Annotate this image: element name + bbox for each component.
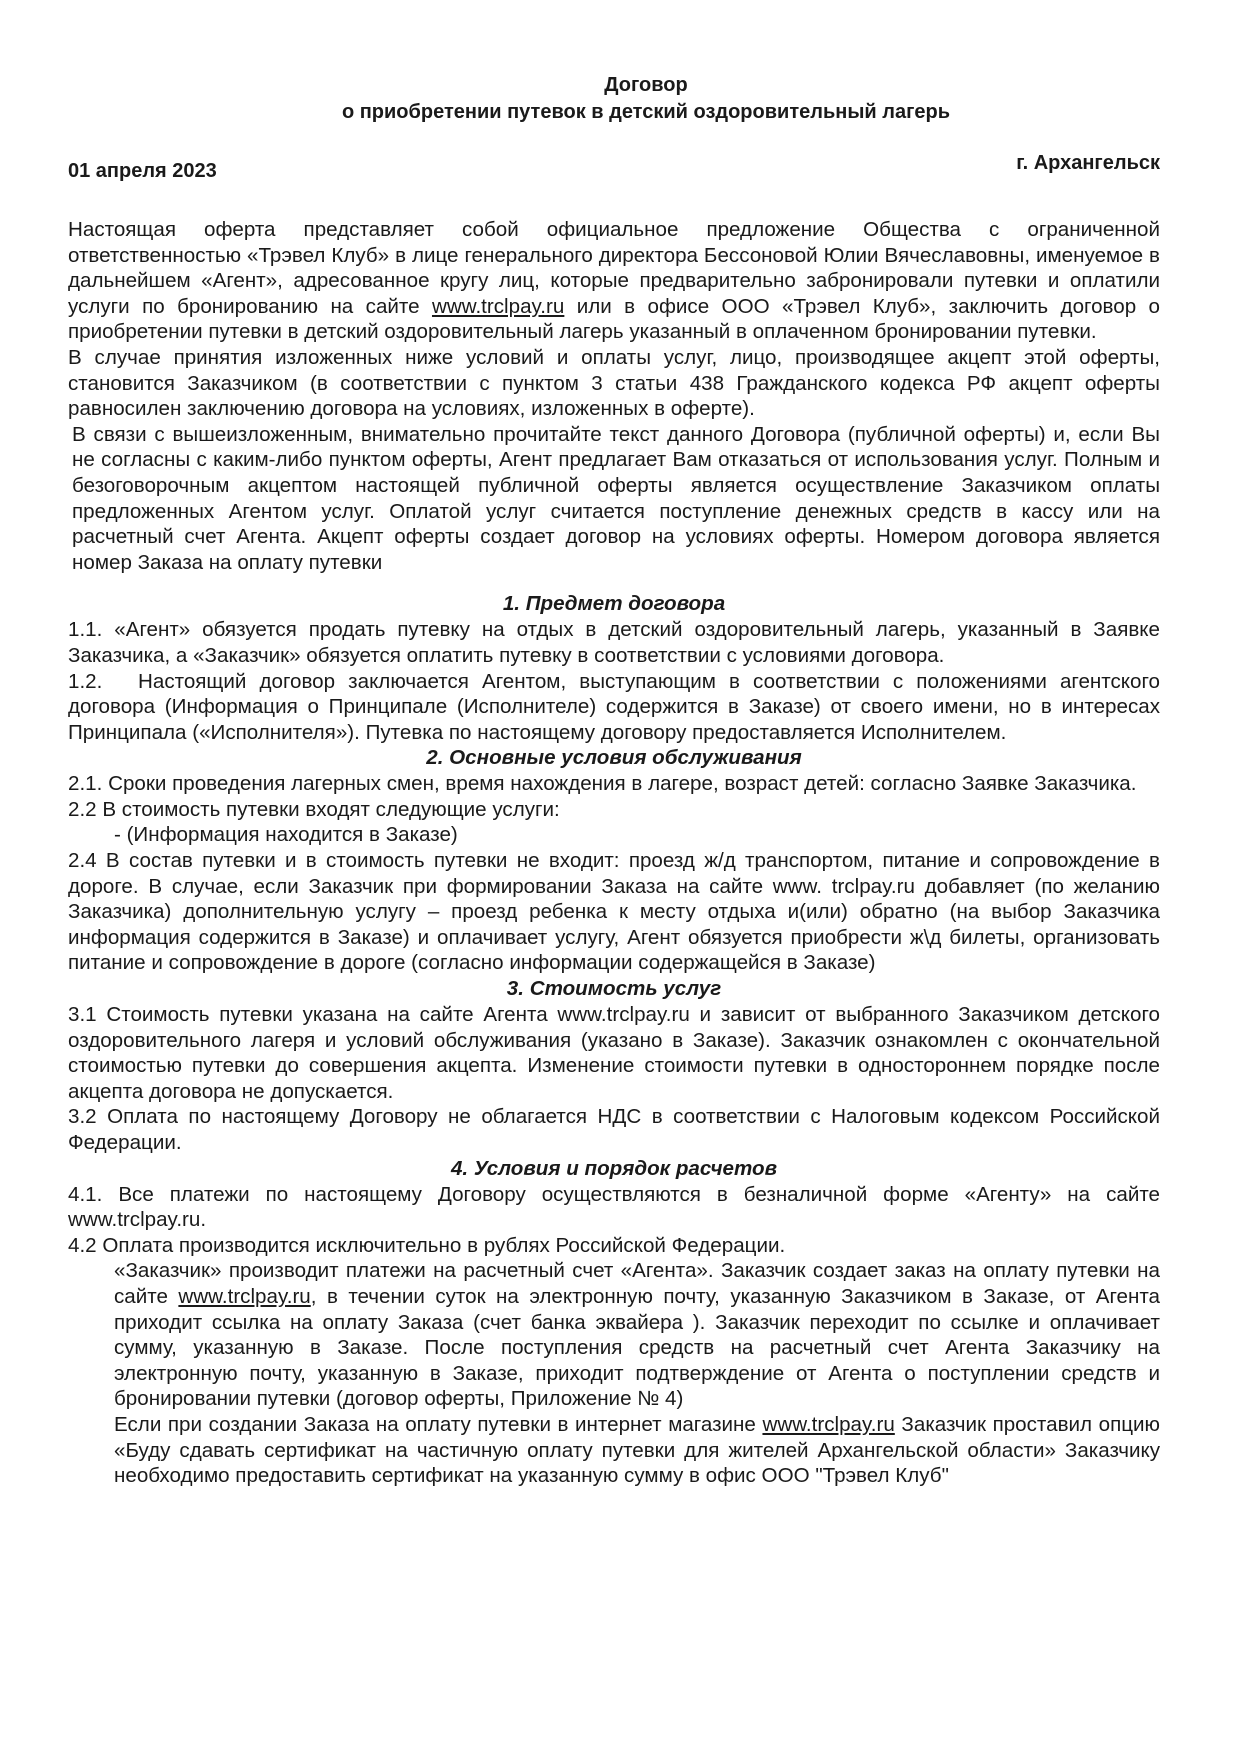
section-1-paragraph-2: 1.2. Настоящий договор заключается Агентом, выступающим в соответствии с положениями агентского договора (Информация о Принципале (Исполнителе) содержится в Заказе) от своего имени, но в интересах Принципала («Исполнителя»). Путевка по настоящему договору предоставляется Исполнителем.: [68, 669, 1160, 744]
section-1-paragraph-1: 1.1. «Агент» обязуется продать путевку на отдых в детский оздоровительный лагерь, указанный в Заявке Заказчика, а «Заказчик» обязуется оплатить путевку в соответствии с условиями договора.: [68, 618, 1160, 667]
section-2-paragraph-1: 2.1. Сроки проведения лагерных смен, время нахождения в лагере, возраст детей: согласно Заявке Заказчика.: [68, 772, 1137, 796]
section-4-paragraph-2: 4.2 Оплата производится исключительно в рублях Российской Федерации.: [68, 1233, 786, 1257]
intro-section: [68, 217, 1160, 575]
section-3-paragraph-1: 3.1 Стоимость путевки указана на сайте Агента www.trclpay.ru и зависит от выбранного Заказчиком детского оздоровительного лагеря и условий обслуживания (указано в Заказе). Заказчик ознакомлен с окончательной стоимостью путевки до совершения акцепта. Изменение стоимости путевки в одностороннем порядке после акцепта договора не допускается.: [68, 1003, 1160, 1103]
site-link[interactable]: www.trclpay.ru: [178, 1284, 311, 1308]
document-title: [132, 72, 1160, 126]
intro-paragraph-1: Настоящая оферта представляет собой официальное предложение Общества с ограниченной ответственностью «Трэвел Клуб» в лице генерального директора Бессоновой Юлии Вячеславовны, именуемое в дальнейшем «Агент», адресованное кругу лиц, которые предварительно забронировали путевки и оплатили услуги по бронированию на сайте www.trclpay.ru или в офисе ООО «Трэвел Клуб», заключить договор о приобретении путевки в детский оздоровительный лагерь указанный в оплаченном бронировании путевки.: [68, 218, 1160, 344]
section-4-paragraph-1: 4.1. Все платежи по настоящему Договору осуществляются в безналичной форме «Агенту» на сайте www.trclpay.ru.: [68, 1182, 1160, 1232]
section-2-heading: 2. Основные условия обслуживания: [426, 746, 802, 770]
section-4-heading: 4. Условия и порядок расчетов: [450, 1156, 778, 1180]
section-2-paragraph-2: 2.2 В стоимость путевки входят следующие услуги:: [68, 797, 560, 821]
title-line-1: Договор: [604, 74, 688, 96]
site-link[interactable]: www.trclpay.ru: [431, 294, 565, 318]
section-2-list-item: - (Информация находится в Заказе): [114, 823, 458, 847]
section-3-heading: 3. Стоимость услуг: [506, 977, 722, 1001]
section-4-paragraph-3: «Заказчик» производит платежи на расчетный счет «Агента». Заказчик создает заказ на оплату путевки на сайте www.trclpay.ru, в течении суток на электронную почту, указанную Заказчиком в Заказе, от Агента приходит ссылка на оплату Заказа (счет банка эквайера ). Заказчик переходит по ссылке и оплачивает сумму, указанную в Заказе. После поступления средств на расчетный счет Агента Заказчику на электронную почту, указанную в Заказе, приходит подтверждение от Агента о поступлении средств и бронировании путевки (договор оферты, Приложение № 4): [114, 1259, 1160, 1411]
document-date: 01 апреля 2023: [68, 160, 217, 182]
document-body: [68, 217, 1160, 1489]
section-3-paragraph-2: 3.2 Оплата по настоящему Договору не облагается НДС в соответствии с Налоговым кодексом Российской Федерации.: [68, 1105, 1160, 1154]
intro-paragraph-3: В связи с вышеизложенным, внимательно прочитайте текст данного Договора (публичной оферты) и, если Вы не согласны с каким-либо пунктом оферты, Агент предлагает Вам отказаться от использования услуг. Полным и безоговорочным акцептом настоящей публичной оферты является осуществление Заказчиком оплаты предложенных Агентом услуг. Оплатой услуг считается поступление денежных средств в кассу или на расчетный счет Агента. Акцепт оферты создает договор на условиях оферты. Номером договора является номер Заказа на оплату путевки: [72, 422, 1160, 574]
site-link[interactable]: www.trclpay.ru: [762, 1412, 895, 1436]
section-2-paragraph-3: 2.4 В состав путевки и в стоимость путевки не входит: проезд ж/д транспортом, питание и сопровождение в дороге. В случае, если Заказчик при формировании Заказа на сайте www. trclpay.ru добавляет (по желанию Заказчика) дополнительную услугу – проезд ребенка к месту отдыха и(или) обратно (на выбор Заказчика информация содержится в Заказе) и оплачивает услугу, Агент обязуется приобрести ж\д билеты, организовать питание и сопровождение в дороге (согласно информации содержащейся в Заказе): [68, 849, 1160, 975]
title-line-2: о приобретении путевок в детский оздоровительный лагерь: [341, 101, 951, 123]
section-1-heading: 1. Предмет договора: [502, 592, 726, 616]
document-city: г. Архангельск: [1016, 152, 1160, 174]
date-city-row: [68, 152, 1160, 183]
section-4-paragraph-4: Если при создании Заказа на оплату путевки в интернет магазине www.trclpay.ru Заказчик проставил опцию «Буду сдавать сертификат на частичную оплату путевки для жителей Архангельской области» Заказчику необходимо предоставить сертификат на указанную сумму в офис ООО "Трэвел Клуб": [114, 1412, 1160, 1488]
intro-paragraph-2: В случае принятия изложенных ниже условий и оплаты услуг, лицо, производящее акцепт этой оферты, становится Заказчиком (в соответствии с пунктом 3 статьи 438 Гражданского кодекса РФ акцепт оферты равносилен заключению договора на условиях, изложенных в оферте).: [68, 345, 1160, 421]
